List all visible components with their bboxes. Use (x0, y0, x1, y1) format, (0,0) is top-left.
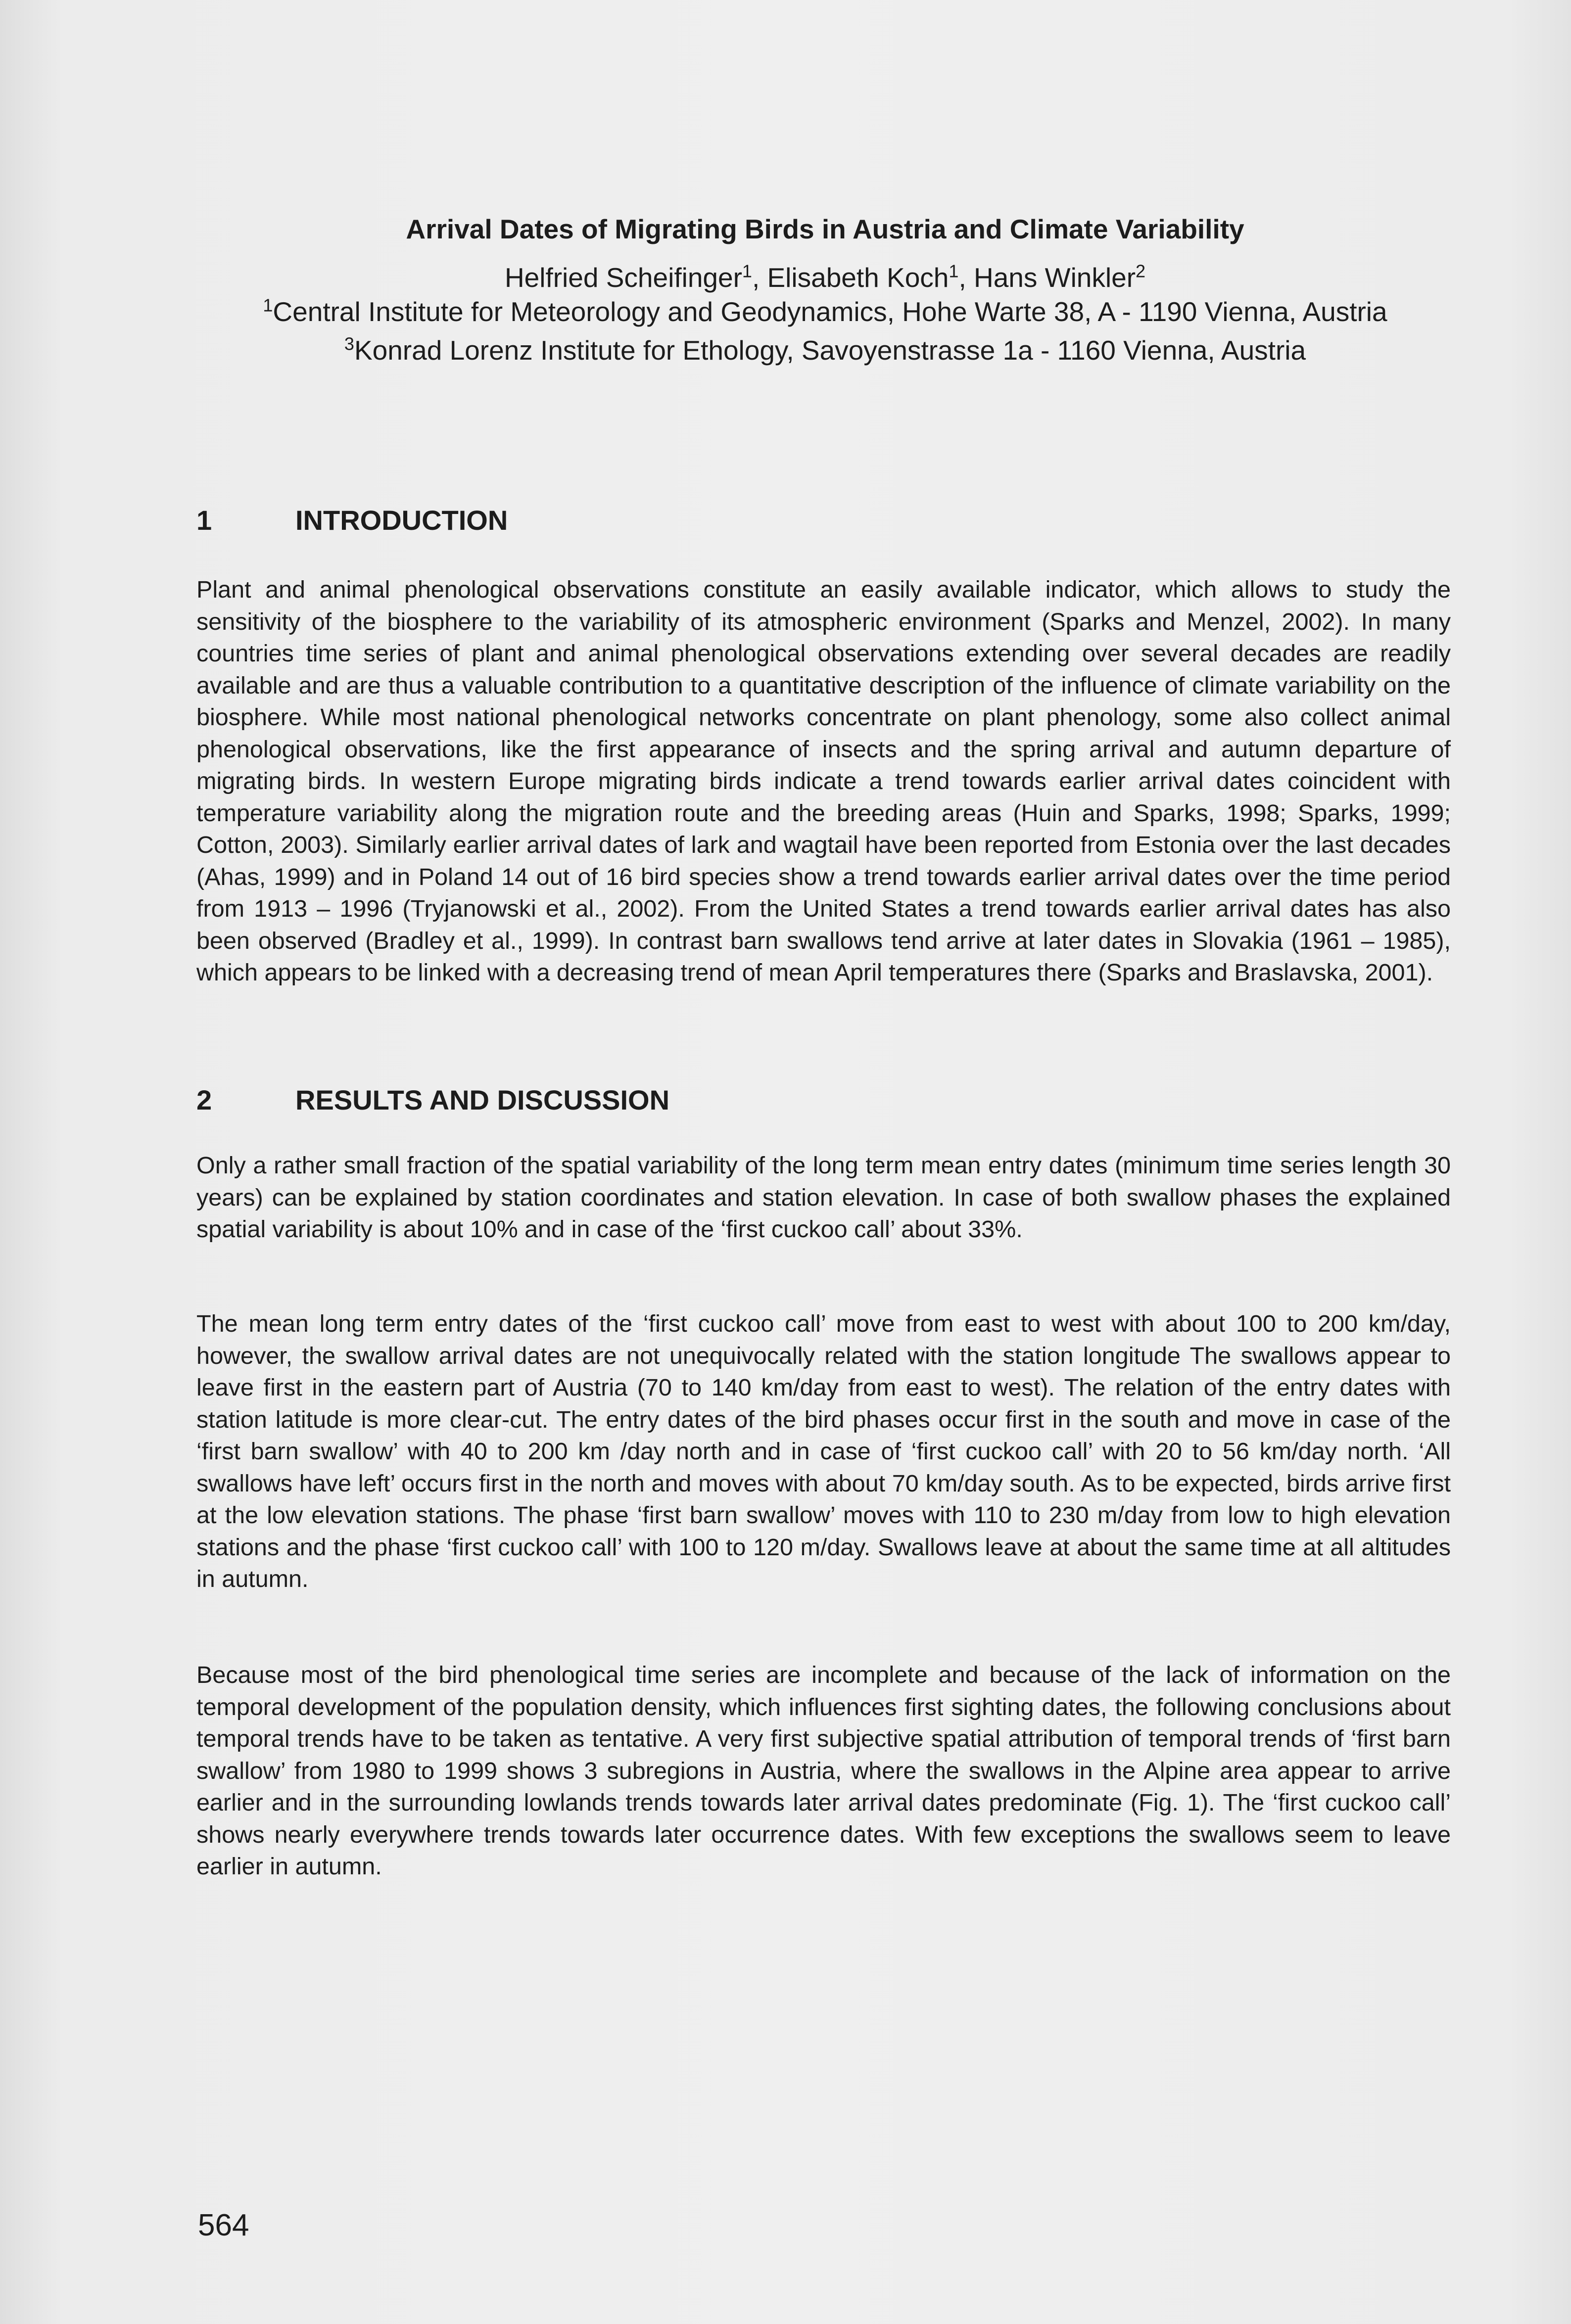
author-name: Hans Winkler (974, 262, 1136, 293)
author-affiliation-mark: 1 (949, 261, 959, 281)
paragraph: Plant and animal phenological observations constitute an easily available indicator, which allows to study the sensitivity of the biosphere to the variability of its atmospheric environment (Sparks and Menzel, 2002). In many countries time series of plant and animal phenological observations extending over several decades are readily available and are thus a valuable contribution to a quantitative description of the influence of climate variability on the biosphere. While most national phenological networks concentrate on plant phenology, some also collect animal phenological observations, like the first appearance of insects and the spring arrival and autumn departure of migrating birds. In western Europe migrating birds indicate a trend towards earlier arrival dates coincident with temperature variability along the migration route and the breeding areas (Huin and Sparks, 1998; Sparks, 1999; Cotton, 2003). Similarly earlier arrival dates of lark and wagtail have been reported from Estonia over the last decades (Ahas, 1999) and in Poland 14 out of 16 bird species show a trend towards earlier arrival dates over the time period from 1913 – 1996 (Tryjanowski et al., 2002). From the United States a trend towards earlier arrival dates has also been observed (Bradley et al., 1999). In contrast barn swallows tend arrive at later dates in Slovakia (1961 – 1985), which appears to be linked with a decreasing trend of mean April temperatures there (Sparks and Braslavska, 2001). (196, 576, 1451, 986)
affiliation-1 (198, 296, 1452, 327)
affiliation-text: Central Institute for Meteorology and Geodynamics, Hohe Warte 38, A - 1190 Vienna, Austria (273, 296, 1387, 327)
author-name: Helfried Scheifinger (504, 262, 742, 293)
paragraph: Only a rather small fraction of the spatial variability of the long term mean entry dates (minimum time series length 30 years) can be explained by station coordinates and station elevation. In case of both swallow phases the explained spatial variability is about 10% and in case of the ‘first cuckoo call’ about 33%. (196, 1152, 1451, 1243)
section-title: RESULTS AND DISCUSSION (295, 1084, 670, 1116)
section-heading-introduction (196, 504, 508, 537)
author-affiliation-mark: 2 (1136, 261, 1146, 281)
section-heading-results-and-discussion (196, 1083, 669, 1116)
page-number: 564 (198, 2208, 249, 2242)
author-name: Elisabeth Koch (767, 262, 949, 293)
paragraph: Because most of the bird phenological time series are incomplete and because of the lack of information on the temporal development of the population density, which influences first sighting dates, the following conclusions about temporal trends have to be taken as tentative. A very first subjective spatial attribution of temporal trends of ‘first barn swallow’ from 1980 to 1999 shows 3 subregions in Austria, where the swallows in the Alpine area appear to arrive earlier and in the surrounding lowlands trends towards later arrival dates predominate (Fig. 1). The ‘first cuckoo call’ shows nearly everywhere trends towards later occurrence dates. With few exceptions the swallows seem to leave earlier in autumn. (196, 1662, 1451, 1880)
paragraph: The mean long term entry dates of the ‘first cuckoo call’ move from east to west with about 100 to 200 km/day, however, the swallow arrival dates are not unequivocally related with the station longitude The swallows appear to leave first in the eastern part of Austria (70 to 140 km/day from east to west). The relation of the entry dates with station latitude is more clear-cut. The entry dates of the bird phases occur first in the south and move in case of the ‘first barn swallow’ with 40 to 200 km /day north and in case of ‘first cuckoo call’ with 20 to 56 km/day north. ‘All swallows have left’ occurs first in the north and moves with about 70 km/day south. As to be expected, birds arrive first at the low elevation stations. The phase ‘first barn swallow’ moves with 110 to 230 m/day from low to high elevation stations and the phase ‘first cuckoo call’ with 100 to 120 m/day. Swallows leave at about the same time at all altitudes in autumn. (196, 1310, 1451, 1592)
paper-title: Arrival Dates of Migrating Birds in Austria and Climate Variability (406, 214, 1244, 244)
section-title: INTRODUCTION (295, 505, 508, 536)
affiliation-mark: 1 (263, 295, 273, 316)
section-number: 1 (196, 505, 212, 536)
affiliation-text: Konrad Lorenz Institute for Ethology, Savoyenstrasse 1a - 1160 Vienna, Austria (354, 334, 1306, 366)
author-list: Helfried Scheifinger$^1$, Elisabeth Koch$^1$, Hans Winkler$^2$ (504, 261, 1146, 293)
author-affiliation-mark: 1 (742, 261, 752, 281)
affiliation-2 (198, 335, 1452, 366)
affiliation-mark: 3 (344, 333, 354, 354)
paper-header (198, 213, 1452, 366)
section-number: 2 (196, 1084, 212, 1116)
